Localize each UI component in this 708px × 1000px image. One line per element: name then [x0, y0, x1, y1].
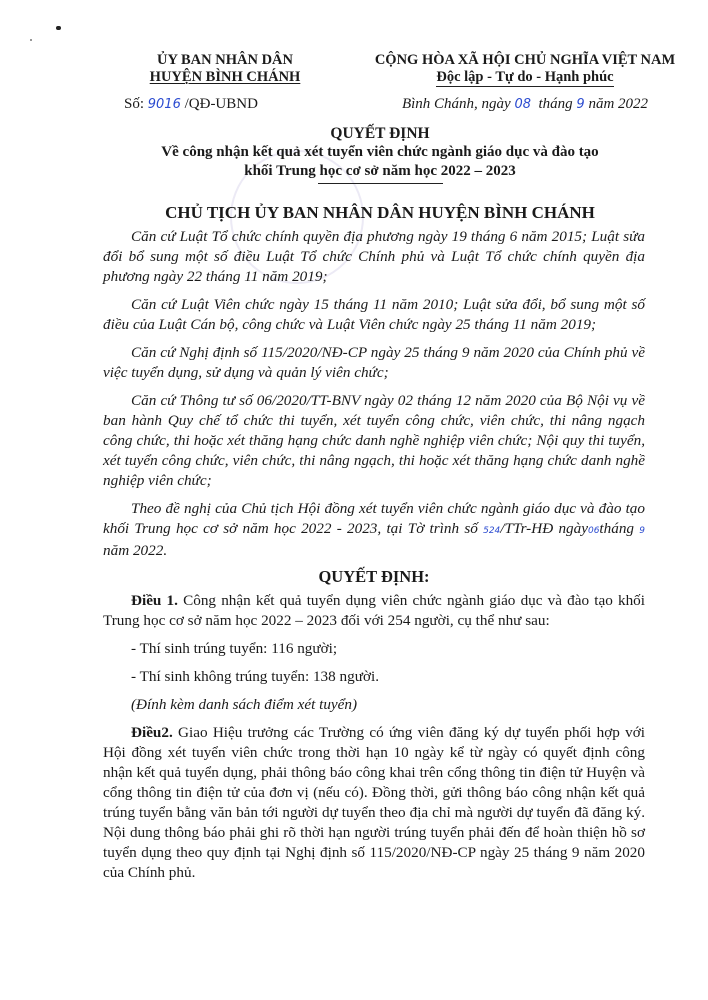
doc-no-prefix: Số:	[124, 96, 145, 112]
proposal-paragraph	[103, 499, 645, 561]
decision-subject-line2: khối Trung học cơ sở năm học 2022 – 2023	[244, 163, 516, 179]
decision-title-block	[90, 124, 670, 184]
legal-basis-item: Căn cứ Thông tư số 06/2020/TT-BNV ngày 02 tháng 12 năm 2020 của Bộ Nội vụ về ban hành Quy chế tổ chức thi tuyển, xét tuyển công chức, viên chức, thi nâng ngạch công chức, thi hoặc xét thăng hạng chức danh nghề nghiệp viên chức; Nội quy thi tuyển, xét tuyển công chức, viên chức, thi nâng ngạch, thi hoặc xét thăng hạng chức danh nghề nghiệp viên chức;	[103, 392, 645, 489]
document-number	[112, 96, 338, 113]
org-name-line2: HUYỆN BÌNH CHÁNH	[149, 69, 301, 85]
nation-motto: Độc lập - Tự do - Hạnh phúc	[436, 69, 614, 85]
article-2-label: Điều2.	[131, 724, 173, 741]
report-no-handwritten: 524	[483, 526, 501, 536]
place-date	[355, 96, 695, 113]
day-handwritten: 08	[514, 97, 531, 112]
article-1-item: - Thí sinh trúng tuyển: 116 người;	[131, 640, 338, 657]
proposal-date-prefix: ngày	[558, 520, 588, 537]
article-2-text: Giao Hiệu trưởng các Trường có ứng viên đăng ký dự tuyển phối hợp với Hội đồng xét tuyển viên chức trong thời hạn 10 ngày kể từ ngày có quyết định công nhận kết quả tuyển dụng, phải thông báo công khai trên cổng thông tin điện tử Huyện và cổng thông tin điện tử của đơn vị (nếu có). Đồng thời, gửi thông báo công nhận kết quả trúng tuyển bằng văn bản tới người dự tuyển theo địa chỉ mà người dự tuyển đã đăng ký. Nội dung thông báo phải ghi rõ thời hạn người trúng tuyển phải đến để hoàn thiện hồ sơ tuyển dụng theo quy định tại Nghị định số 115/2020/NĐ-CP ngày 25 tháng 9 năm 2020 của Chính phủ.	[103, 724, 645, 881]
article-2	[103, 723, 645, 883]
month-handwritten: 9	[576, 97, 585, 112]
decision-title: QUYẾT ĐỊNH	[330, 125, 430, 142]
legal-basis-item: Căn cứ Luật Viên chức ngày 15 tháng 11 năm 2010; Luật sửa đổi, bổ sung một số điều của Luật Cán bộ, công chức và Luật Viên chức ngày 25 tháng 11 năm 2019;	[103, 296, 645, 333]
place-prefix: Bình Chánh, ngày	[401, 96, 511, 112]
report-suffix: /TTr-HĐ	[500, 520, 554, 537]
attachment-note: (Đính kèm danh sách điểm xét tuyển)	[131, 696, 358, 713]
title-underline	[318, 183, 443, 184]
article-1-item: - Thí sinh không trúng tuyển: 138 người.	[131, 668, 380, 685]
article-1-text: Công nhận kết quả tuyển dụng viên chức ngành giáo dục và đào tạo khối Trung học cơ sở năm học 2022 – 2023 đối với 254 người, cụ thể như sau:	[103, 592, 645, 629]
document-body	[103, 227, 645, 891]
scan-speck	[30, 39, 32, 41]
legal-basis-item: Căn cứ Nghị định số 115/2020/NĐ-CP ngày 25 tháng 9 năm 2020 của Chính phủ về việc tuyển dụng, sử dụng và quản lý viên chức;	[103, 344, 645, 381]
legal-basis-item: Căn cứ Luật Tổ chức chính quyền địa phương ngày 19 tháng 6 năm 2015; Luật sửa đổi bổ sung một số điều Luật Tổ chức Chính phủ và Luật Tổ chức chính quyền địa phương ngày 22 tháng 11 năm 2019;	[103, 228, 645, 285]
proposal-text: Theo đề nghị của Chủ tịch Hội đồng xét tuyển viên chức ngành giáo dục và đào tạo khối Trung học cơ sở năm học 2022 - 2023, tại Tờ trình số	[103, 500, 645, 537]
decision-subject-line1: Về công nhận kết quả xét tuyển viên chức ngành giáo dục và đào tạo	[161, 144, 599, 160]
document-header	[0, 52, 708, 112]
authority-heading: CHỦ TỊCH ỦY BAN NHÂN DÂN HUYỆN BÌNH CHÁNH	[165, 203, 595, 222]
nation-name: CỘNG HÒA XÃ HỘI CHỦ NGHĨA VIỆT NAM	[374, 52, 676, 68]
year-text: năm 2022	[588, 96, 649, 112]
proposal-month-label: tháng	[599, 520, 635, 537]
national-motto-block	[355, 52, 695, 113]
doc-no-suffix: /QĐ-UBND	[184, 96, 258, 112]
proposal-month-handwritten: 9	[639, 526, 646, 536]
article-1	[103, 591, 645, 631]
month-label: tháng	[538, 96, 573, 112]
proposal-year: năm 2022.	[103, 542, 168, 559]
doc-no-handwritten: 9016	[147, 97, 181, 112]
org-name-line1: ỦY BAN NHÂN DÂN	[156, 52, 293, 68]
decision-heading: QUYẾT ĐỊNH:	[318, 567, 430, 586]
scan-speck	[56, 26, 61, 30]
proposal-day-handwritten: 06	[587, 526, 600, 536]
issuing-authority-block	[112, 52, 338, 113]
article-1-label: Điều 1.	[131, 592, 178, 609]
